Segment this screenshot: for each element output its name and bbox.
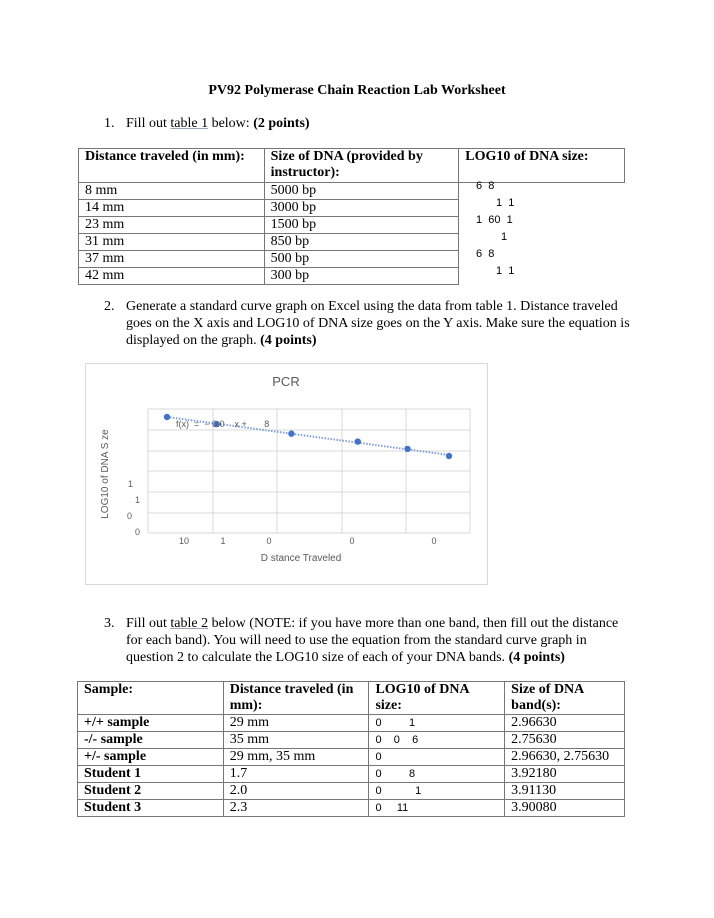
question-3-points: (4 points) — [508, 650, 565, 665]
x-tick-label: 0 — [431, 536, 437, 546]
table-cell[interactable]: 300 bp — [264, 268, 459, 285]
x-tick-label: 10 — [178, 536, 190, 546]
sample-cell: -/- sample — [78, 732, 224, 749]
distance-cell[interactable]: 35 mm — [223, 732, 369, 749]
size-cell[interactable]: 2.75630 — [505, 732, 625, 749]
size-cell[interactable]: 3.90080 — [505, 800, 625, 817]
table-1-link[interactable]: table 1 — [170, 116, 209, 131]
table-row — [78, 766, 625, 783]
size-cell[interactable]: 2.96630 — [505, 715, 625, 732]
table-row — [79, 183, 625, 200]
question-2-text: Generate a standard curve graph on Excel using the data from table 1. Distance traveled goes on the X axis and LOG10 of DNA size goes on the Y axis. Make sure the equation is displayed on the graph. (4 points) — [126, 299, 630, 348]
sample-cell: +/- sample — [78, 749, 224, 766]
question-1 — [104, 115, 644, 132]
table-row — [78, 732, 625, 749]
table-2-header-row — [78, 682, 625, 715]
table-1-header: Distance traveled (in mm): — [79, 149, 265, 183]
x-axis-label: D stance Traveled — [260, 553, 342, 564]
log-fragment: 1 1 — [496, 197, 515, 209]
sample-cell: Student 1 — [78, 766, 224, 783]
data-point — [404, 446, 410, 452]
table-cell[interactable]: 14 mm — [79, 200, 265, 217]
distance-cell[interactable]: 1.7 — [223, 766, 369, 783]
question-3-number: 3. — [104, 616, 115, 631]
y-axis-label: LOG10 of DNA S ze — [100, 429, 111, 519]
table-2-link[interactable]: table 2 — [170, 616, 209, 631]
y-tick-label: 1 — [135, 495, 141, 505]
log-cell[interactable]: 0 — [369, 749, 505, 766]
question-3-text: Fill out table 2 below (NOTE: if you have more than one band, then fill out the distance for each band). You will need to use the equation from the standard curve graph in question 2 to calculate the LOG10 size of each of your DNA bands. (4 points) — [126, 616, 619, 665]
log-cell[interactable]: 0 1 — [369, 783, 505, 800]
trendline-equation: f(x) = − 0.0 x + 8 — [176, 419, 270, 429]
table-row — [78, 749, 625, 766]
data-point — [164, 414, 170, 420]
question-1-number: 1. — [104, 116, 115, 131]
data-point — [355, 438, 361, 444]
table-cell[interactable]: 1500 bp — [264, 217, 459, 234]
sample-cell: Student 2 — [78, 783, 224, 800]
question-2-points: (4 points) — [260, 333, 317, 348]
y-tick-label: 0 — [135, 527, 141, 537]
table-cell[interactable]: 500 bp — [264, 251, 459, 268]
table-2 — [77, 681, 625, 817]
distance-cell[interactable]: 2.0 — [223, 783, 369, 800]
data-point — [288, 430, 294, 436]
log-cell[interactable]: 0 11 — [369, 800, 505, 817]
question-1-text: Fill out table 1 below: (2 points) — [126, 116, 310, 131]
size-cell[interactable]: 3.92180 — [505, 766, 625, 783]
question-1-points: (2 points) — [253, 116, 310, 131]
table-row — [78, 800, 625, 817]
log-fragment: 1 — [501, 231, 508, 243]
table-2-header: LOG10 of DNA size: — [369, 682, 505, 715]
y-tick-label: 0 — [127, 511, 133, 521]
chart-title: PCR — [272, 374, 300, 389]
sample-cell: Student 3 — [78, 800, 224, 817]
log-column-empty — [459, 183, 625, 285]
log-cell[interactable]: 0 1 — [369, 715, 505, 732]
x-tick-label: 0 — [266, 536, 272, 546]
distance-cell[interactable]: 2.3 — [223, 800, 369, 817]
question-2-number: 2. — [104, 299, 115, 314]
log-cell[interactable]: 0 0 6 — [369, 732, 505, 749]
x-tick-label: 1 — [220, 536, 226, 546]
table-1-header: Size of DNA (provided by instructor): — [264, 149, 459, 183]
table-cell[interactable]: 8 mm — [79, 183, 265, 200]
log-fragment: 1 1 — [496, 265, 515, 277]
data-point — [446, 453, 452, 459]
table-cell[interactable]: 3000 bp — [264, 200, 459, 217]
size-cell[interactable]: 3.91130 — [505, 783, 625, 800]
log-fragment: 1 60 1 — [476, 214, 513, 226]
table-cell[interactable]: 37 mm — [79, 251, 265, 268]
x-tick-label: 0 — [349, 536, 355, 546]
table-cell[interactable]: 42 mm — [79, 268, 265, 285]
question-2 — [104, 298, 644, 350]
table-cell[interactable]: 23 mm — [79, 217, 265, 234]
table-2-header: Size of DNA band(s): — [505, 682, 625, 715]
table-1 — [78, 148, 625, 285]
table-1-header-row — [79, 149, 625, 183]
worksheet-title: PV92 Polymerase Chain Reaction Lab Worksheet — [208, 83, 506, 98]
table-cell[interactable]: 850 bp — [264, 234, 459, 251]
table-row — [78, 783, 625, 800]
distance-cell[interactable]: 29 mm, 35 mm — [223, 749, 369, 766]
table-1-header: LOG10 of DNA size: — [459, 149, 625, 183]
chart-area[interactable] — [85, 363, 488, 585]
log-fragment: 6 8 — [476, 248, 495, 260]
log-cell[interactable]: 0 8 — [369, 766, 505, 783]
y-tick-label: 1 — [128, 479, 134, 489]
table-2-header: Sample: — [78, 682, 224, 715]
table-cell[interactable]: 5000 bp — [264, 183, 459, 200]
table-cell[interactable]: 31 mm — [79, 234, 265, 251]
log-fragment: 6 8 — [476, 180, 495, 192]
table-row — [78, 715, 625, 732]
table-2-header: Distance traveled (in mm): — [223, 682, 369, 715]
size-cell[interactable]: 2.96630, 2.75630 — [505, 749, 625, 766]
sample-cell: +/+ sample — [78, 715, 224, 732]
pcr-chart — [86, 364, 487, 584]
question-3 — [104, 615, 644, 667]
distance-cell[interactable]: 29 mm — [223, 715, 369, 732]
